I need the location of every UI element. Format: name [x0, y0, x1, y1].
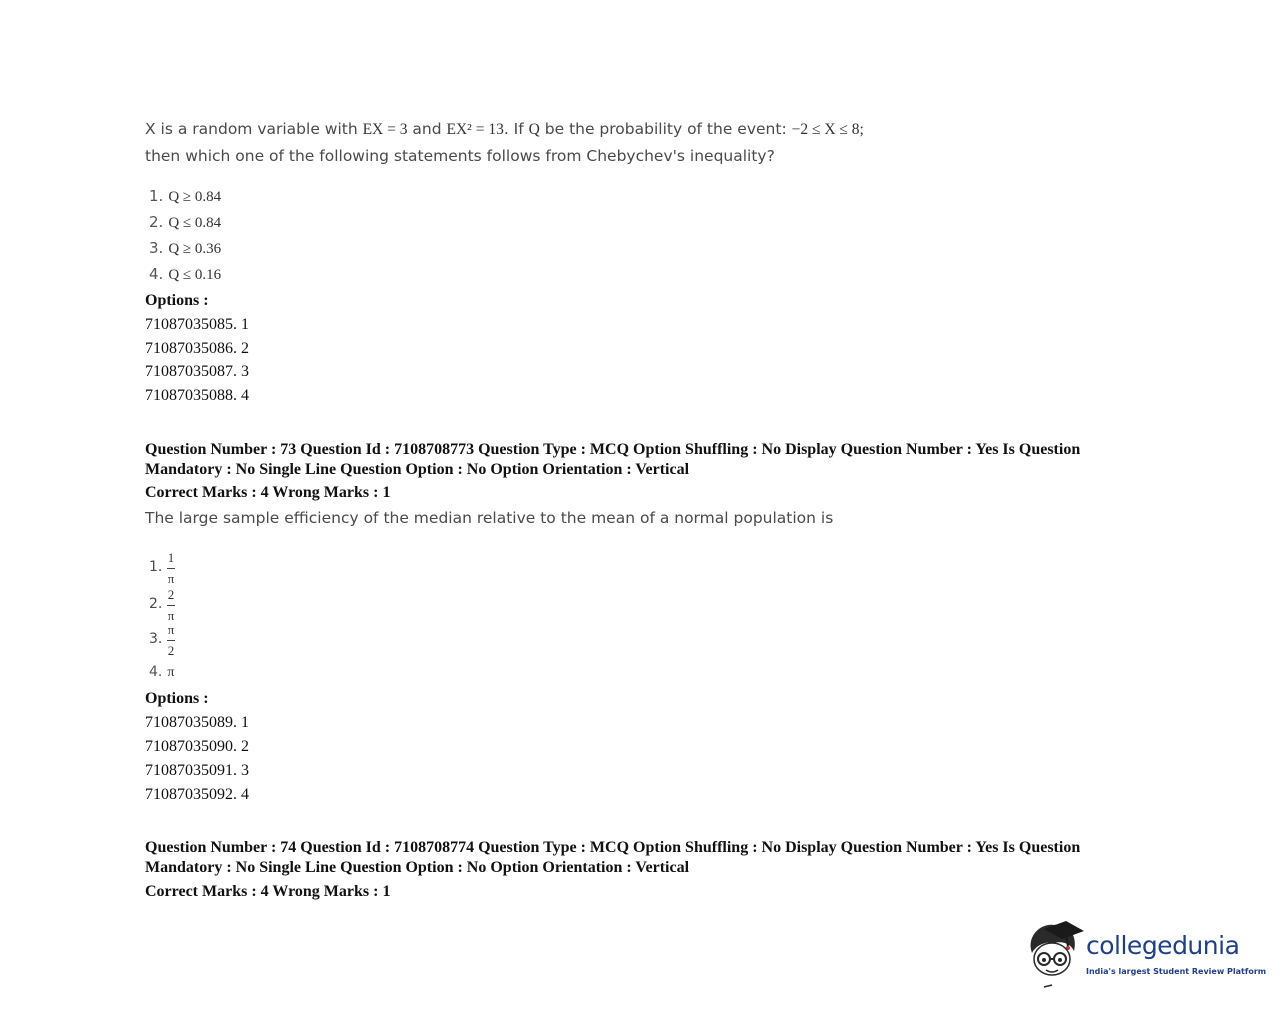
- marks-line: Correct Marks : 4 Wrong Marks : 1: [145, 883, 391, 900]
- brand-name: collegedunia: [1086, 931, 1240, 960]
- choice-item: [149, 664, 174, 681]
- choice-expression: Q ≥ 0.36: [168, 241, 222, 257]
- choice-item: [149, 265, 221, 284]
- marks-line: Correct Marks : 4 Wrong Marks : 1: [145, 484, 391, 501]
- question-meta: Question Number : 73 Question Id : 7108708773 Question Type : MCQ Option Shuffling : No Display Question Number : Yes Is Question Mandatory : No Single Line Question Option : No Option Orientation : Vertical: [145, 441, 1081, 478]
- option-id: 71087035085. 1: [145, 316, 249, 333]
- question-stem: [145, 116, 1045, 169]
- question-stem-line-1: [145, 116, 1045, 143]
- stem-text: X is a random variable with: [145, 120, 363, 138]
- fraction: [165, 588, 177, 623]
- choice-number: 3.: [149, 239, 164, 257]
- fraction-bar: [167, 568, 175, 569]
- choice-number: 2.: [149, 596, 163, 612]
- choice-number: 4.: [149, 664, 163, 680]
- option-id: 71087035086. 2: [145, 340, 249, 357]
- collegedunia-logo: [1022, 915, 1267, 990]
- option-id: 71087035089. 1: [145, 714, 249, 731]
- option-id: 71087035087. 3: [145, 363, 249, 380]
- question-stem-line-2: then which one of the following statements follows from Chebychev's inequality?: [145, 147, 775, 165]
- options-label: Options :: [145, 690, 209, 707]
- fraction-denominator: π: [167, 571, 175, 586]
- choice-expression: Q ≥ 0.84: [168, 189, 222, 205]
- options-label: Options :: [145, 292, 209, 309]
- choice-expression: π: [167, 665, 175, 680]
- choice-expression: Q ≤ 0.84: [168, 215, 222, 231]
- stem-text: . If: [503, 120, 529, 138]
- choice-number: 4.: [149, 265, 164, 283]
- stem-math: −2 ≤ X ≤ 8;: [791, 121, 864, 138]
- brand-tagline: India's largest Student Review Platform: [1086, 967, 1267, 976]
- fraction-denominator: π: [167, 608, 175, 623]
- fraction-numerator: 1: [167, 550, 175, 565]
- choice-item: [149, 187, 221, 206]
- fraction-numerator: π: [167, 622, 175, 637]
- fraction: [165, 623, 177, 658]
- option-id: 71087035092. 4: [145, 786, 249, 803]
- stem-text: be the probability of the event:: [539, 120, 792, 138]
- fraction: [165, 551, 177, 586]
- choice-number: 3.: [149, 631, 163, 647]
- option-id: 71087035088. 4: [145, 387, 249, 404]
- choice-number: 2.: [149, 213, 164, 231]
- option-id: 71087035090. 2: [145, 738, 249, 755]
- mascot-icon: [1022, 915, 1084, 990]
- stem-math: EX = 3: [362, 121, 408, 138]
- fraction-bar: [167, 605, 175, 606]
- fraction-denominator: 2: [167, 643, 175, 658]
- choice-expression: Q ≤ 0.16: [168, 267, 222, 283]
- choice-number: 1.: [149, 187, 164, 205]
- question-stem: The large sample efficiency of the median relative to the mean of a normal population is: [145, 509, 834, 527]
- choice-item: [149, 239, 221, 258]
- fraction-numerator: 2: [167, 587, 175, 602]
- question-meta: Question Number : 74 Question Id : 7108708774 Question Type : MCQ Option Shuffling : No Display Question Number : Yes Is Question Mandatory : No Single Line Question Option : No Option Orientation : Vertical: [145, 839, 1081, 876]
- stem-text: and: [407, 120, 447, 138]
- choice-number: 1.: [149, 559, 163, 575]
- stem-math: Q: [528, 121, 540, 138]
- stem-math: EX² = 13: [446, 121, 504, 138]
- fraction-bar: [167, 640, 175, 641]
- option-id: 71087035091. 3: [145, 762, 249, 779]
- choice-item: [149, 213, 221, 232]
